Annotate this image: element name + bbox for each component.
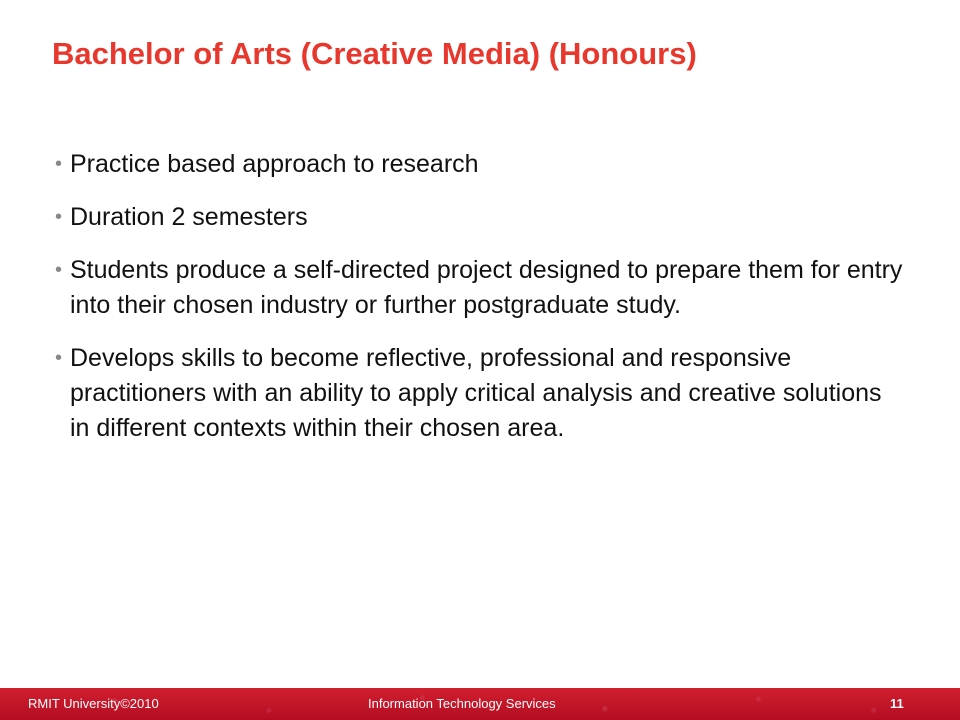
bullet-text: Practice based approach to research — [70, 150, 479, 178]
bullet-item — [55, 147, 905, 182]
bullet-dot-icon: • — [55, 153, 63, 175]
bullet-dot-icon: • — [55, 206, 63, 228]
slide-footer — [0, 688, 960, 720]
footer-copyright: RMIT University©2010 — [28, 696, 159, 711]
bullet-item — [55, 253, 905, 323]
bullet-list — [55, 147, 905, 464]
bullet-text: Duration 2 semesters — [70, 203, 308, 231]
slide-title: Bachelor of Arts (Creative Media) (Honours) — [52, 36, 697, 71]
footer-page-number: 11 — [890, 696, 904, 711]
footer-department: Information Technology Services — [368, 696, 556, 711]
bullet-item — [55, 341, 905, 446]
bullet-item — [55, 200, 905, 235]
bullet-text: Students produce a self-directed project designed to prepare them for entry into their chosen industry or further postgraduate study. — [70, 256, 903, 319]
bullet-dot-icon: • — [55, 259, 63, 281]
bullet-dot-icon: • — [55, 347, 63, 369]
bullet-text: Develops skills to become reflective, professional and responsive practitioners with an ability to apply critical analysis and creative solutions in different contexts within their chosen area. — [70, 344, 882, 442]
